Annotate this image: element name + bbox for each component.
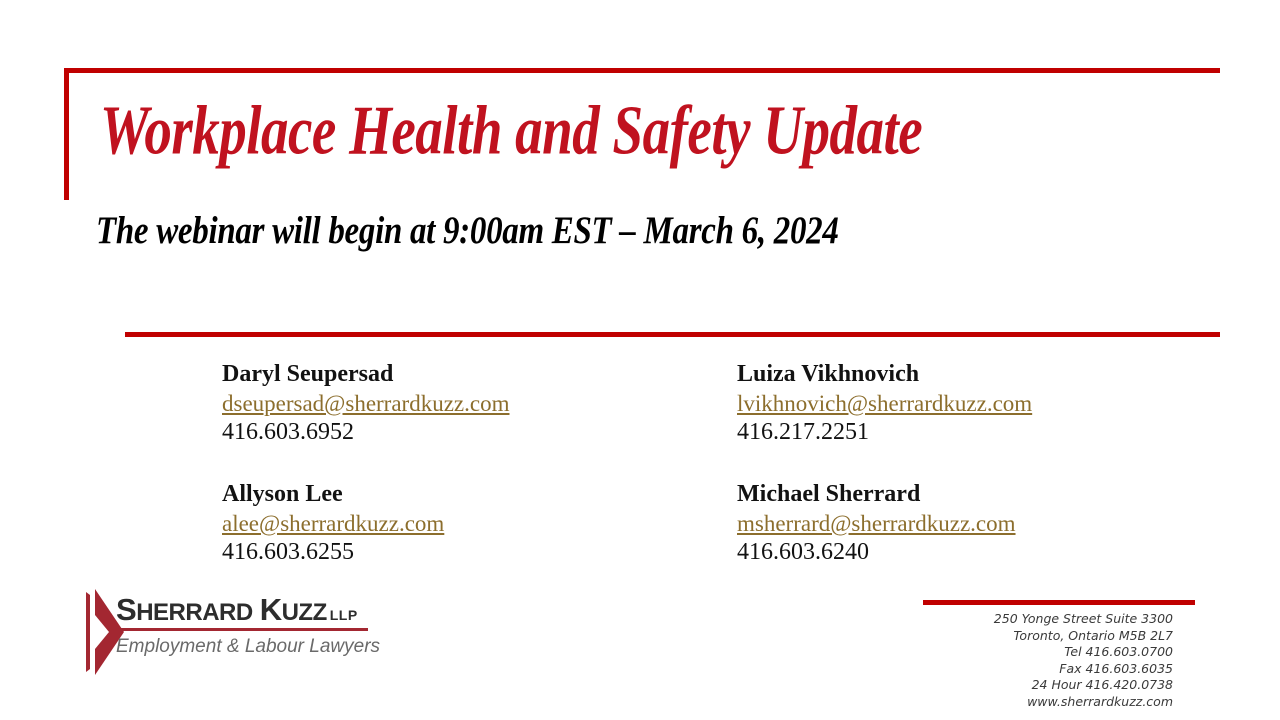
divider-rule: [125, 332, 1220, 337]
logo-suffix-llp: LLP: [329, 607, 358, 623]
logo-letter-s: S: [116, 592, 137, 627]
contact-email-link[interactable]: alee@sherrardkuzz.com: [222, 511, 445, 536]
footer-address-line2: Toronto, Ontario M5B 2L7: [1013, 627, 1173, 643]
slide-subtitle-text: The webinar will begin at 9:00am EST – March 6, 2024: [96, 210, 839, 253]
contact-email-link[interactable]: msherrard@sherrardkuzz.com: [737, 511, 1016, 536]
slide-subtitle: [96, 210, 839, 253]
logo-wordmark: [116, 592, 358, 628]
contact-name: Daryl Seupersad: [222, 361, 394, 387]
logo-text-uzz: UZZ: [281, 599, 327, 626]
contact-phone: 416.217.2251: [737, 419, 869, 445]
footer-address-line1: 250 Yonge Street Suite 3300: [993, 611, 1173, 626]
contact-card-luiza-vikhnovich: [737, 360, 1032, 447]
contact-email-link[interactable]: dseupersad@sherrardkuzz.com: [222, 391, 510, 416]
title-left-accent-bar: [64, 68, 69, 200]
contact-name: Luiza Vikhnovich: [737, 361, 920, 387]
footer-address-block: [880, 611, 1173, 711]
slide-title-text: Workplace Health and Safety Update: [100, 90, 923, 169]
logo-text-herrard: HERRARD: [136, 599, 253, 626]
footer-website: www.sherrardkuzz.com: [1027, 693, 1173, 709]
contact-phone: 416.603.6255: [222, 539, 354, 565]
footer-tel: Tel 416.603.0700: [1064, 644, 1173, 660]
logo-divider-rule: [112, 628, 368, 631]
footer-24hour: 24 Hour 416.420.0738: [1031, 677, 1173, 693]
contact-card-daryl-seupersad: [222, 360, 509, 447]
footer-accent-rule: [923, 600, 1195, 605]
logo-letter-k: K: [259, 592, 282, 627]
contact-name: Allyson Lee: [222, 481, 343, 507]
contact-phone: 416.603.6952: [222, 419, 354, 445]
contact-email-link[interactable]: lvikhnovich@sherrardkuzz.com: [737, 391, 1033, 416]
top-accent-rule: [64, 68, 1220, 73]
footer-fax: Fax 416.603.6035: [1059, 660, 1173, 676]
contact-card-allyson-lee: [222, 480, 444, 567]
contact-phone: 416.603.6240: [737, 539, 869, 565]
contact-card-michael-sherrard: [737, 480, 1016, 567]
contact-name: Michael Sherrard: [737, 481, 921, 507]
slide-title: [100, 90, 923, 169]
logo-tagline: Employment & Labour Lawyers: [116, 636, 381, 657]
